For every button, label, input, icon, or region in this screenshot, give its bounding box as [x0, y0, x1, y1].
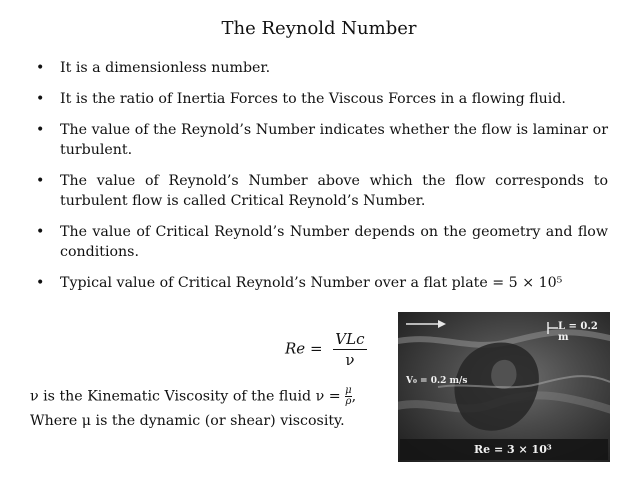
length-label: L = 0.2 m [558, 321, 598, 343]
bullet-dot: • [36, 60, 45, 76]
kinematic-viscosity-line [30, 386, 356, 407]
bullet-item [30, 273, 608, 293]
bullet-dot: • [36, 122, 45, 138]
bullet-list [30, 58, 608, 304]
equation-fraction [333, 330, 366, 369]
reynolds-equation [285, 330, 367, 369]
bullet-dot: • [36, 275, 45, 291]
bullet-item [30, 89, 608, 109]
equation-numerator: VLc [335, 330, 365, 348]
bullet-text: The value of the Reynold’s Number indicates whether the flow is laminar or turbulent. [60, 122, 608, 158]
bullet-text: The value of Reynold’s Number above which the flow corresponds to turbulent flow is called Critical Reynold’s Number. [60, 173, 608, 209]
dynamic-viscosity-line: Where μ is the dynamic (or shear) viscosity. [30, 413, 345, 429]
bullet-text: It is the ratio of Inertia Forces to the Viscous Forces in a flowing fluid. [60, 91, 566, 107]
slide-title: The Reynold Number [221, 18, 417, 39]
equation-lhs: Re = [285, 339, 323, 358]
velocity-label: V₀ = 0.2 m/s [406, 376, 468, 386]
kinematic-numerator: μ [345, 385, 352, 396]
bullet-text: The value of Critical Reynold’s Number depends on the geometry and flow conditions. [60, 224, 608, 260]
bullet-text: Typical value of Critical Reynold’s Number over a flat plate = 5 × 10⁵ [60, 275, 563, 291]
bullet-dot: • [36, 224, 45, 240]
flow-visualization-image [398, 312, 610, 462]
kinematic-suffix: , [351, 388, 357, 405]
bullet-dot: • [36, 91, 45, 107]
bullet-item [30, 58, 608, 78]
equation-denominator: ν [345, 351, 355, 369]
bullet-text: It is a dimensionless number. [60, 60, 271, 76]
reynolds-label: Re = 3 × 10³ [474, 443, 552, 456]
bullet-item [30, 171, 608, 211]
kinematic-text: ν is the Kinematic Viscosity of the fluid ν = [30, 388, 341, 405]
bullet-item [30, 222, 608, 262]
bullet-item [30, 120, 608, 160]
kinematic-denominator: ρ [345, 396, 352, 407]
bullet-dot: • [36, 173, 45, 189]
